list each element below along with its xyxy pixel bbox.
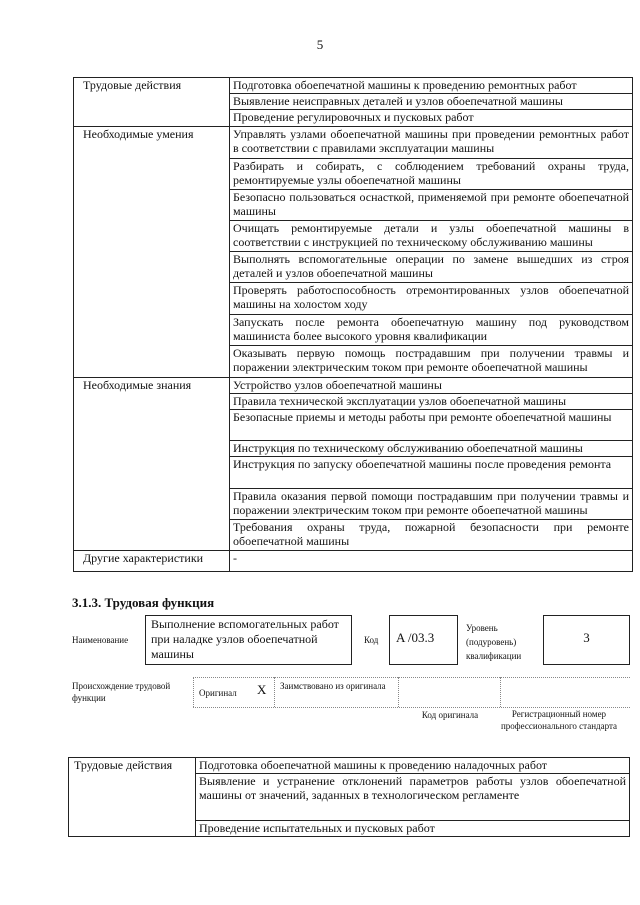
page-number: 5 (316, 37, 324, 52)
row-label-knowledge: Необходимые знания (74, 378, 230, 551)
code-value: A /03.3 (396, 630, 435, 645)
row-label-labor-actions: Трудовые действия (69, 758, 196, 837)
code-label: Код (364, 635, 379, 645)
name-label: Наименование (72, 635, 129, 645)
reg-number-label: Регистрационный номер профессионального стандарта (500, 709, 618, 731)
name-value: Выполнение вспомогательных работ при наладке узлов обоепечатной машины (151, 617, 339, 661)
table-cell: Устройство узлов обоепечатной машины (230, 378, 633, 394)
table-cell: Инструкция по запуску обоепечатной машины после проведения ремонта (230, 457, 633, 489)
origin-divider-1 (274, 677, 275, 707)
table-cell: Подготовка обоепечатной машины к проведению наладочных работ (196, 758, 630, 774)
origin-divider-2 (398, 677, 399, 707)
table-cell: Проведение регулировочных и пусковых работ (230, 110, 633, 127)
original-label: Оригинал (199, 688, 237, 698)
table-cell: Правила оказания первой помощи пострадавшим при получении травмы и поражении электрическим током при ремонте обоепечатной машины (230, 489, 633, 520)
labor-function-table (73, 77, 633, 572)
labor-actions-table-2 (68, 757, 630, 837)
origin-frame-top (193, 677, 630, 678)
table-cell: Оказывать первую помощь пострадавшим при получении травмы и поражении электрическим током при ремонте обоепечатной машины (230, 346, 633, 378)
row-label-skills: Необходимые умения (74, 127, 230, 378)
table-cell: Выполнять вспомогательные операции по замене вышедших из строя деталей и узлов обоепечатной машины (230, 252, 633, 283)
section-heading: 3.1.3. Трудовая функция (72, 595, 215, 610)
level-label: Уровень (подуровень) квалификации (466, 623, 522, 661)
code-original-label: Код оригинала (421, 710, 479, 720)
origin-frame-left (193, 677, 194, 707)
table-cell: Выявление неисправных деталей и узлов обоепечатной машины (230, 94, 633, 110)
table-cell: Инструкция по техническому обслуживанию обоепечатной машины (230, 441, 633, 457)
level-value: 3 (583, 630, 590, 645)
table-cell: Безопасные приемы и методы работы при ремонте обоепечатной машины (230, 410, 633, 441)
original-mark: X (257, 682, 267, 697)
table-cell: - (230, 551, 633, 572)
table-cell: Правила технической эксплуатации узлов обоепечатной машины (230, 394, 633, 410)
table-cell: Очищать ремонтируемые детали и узлы обоепечатной машины в соответствии с инструкцией по техническому обслуживанию машины (230, 221, 633, 252)
origin-label: Происхождение трудовой функции (72, 681, 171, 703)
table-cell: Проведение испытательных и пусковых работ (196, 821, 630, 837)
row-label-other: Другие характеристики (74, 551, 230, 572)
borrowed-label: Заимствовано из оригинала (280, 681, 386, 691)
table-cell: Безопасно пользоваться оснасткой, применяемой при ремонте обоепечатной машины (230, 190, 633, 221)
table-cell: Подготовка обоепечатной машины к проведению ремонтных работ (230, 78, 633, 94)
row-label-labor-actions: Трудовые действия (74, 78, 230, 127)
table-cell: Проверять работоспособность отремонтированных узлов обоепечатной машины на холостом ходу (230, 283, 633, 315)
origin-divider-3 (500, 677, 501, 707)
table-cell: Управлять узлами обоепечатной машины при проведении ремонтных работ в соответствии с правилами эксплуатации машины (230, 127, 633, 159)
table-cell: Запускать после ремонта обоепечатную машину под руководством машиниста более высокого уровня квалификации (230, 315, 633, 346)
table-cell: Требования охраны труда, пожарной безопасности при ремонте обоепечатной машины (230, 520, 633, 551)
table-cell: Разбирать и собирать, с соблюдением требований охраны труда, ремонтируемые узлы обоепечатной машины (230, 159, 633, 190)
table-cell: Выявление и устранение отклонений параметров работы узлов обоепечатной машины от значений, заданных в технологическом регламенте (196, 774, 630, 821)
